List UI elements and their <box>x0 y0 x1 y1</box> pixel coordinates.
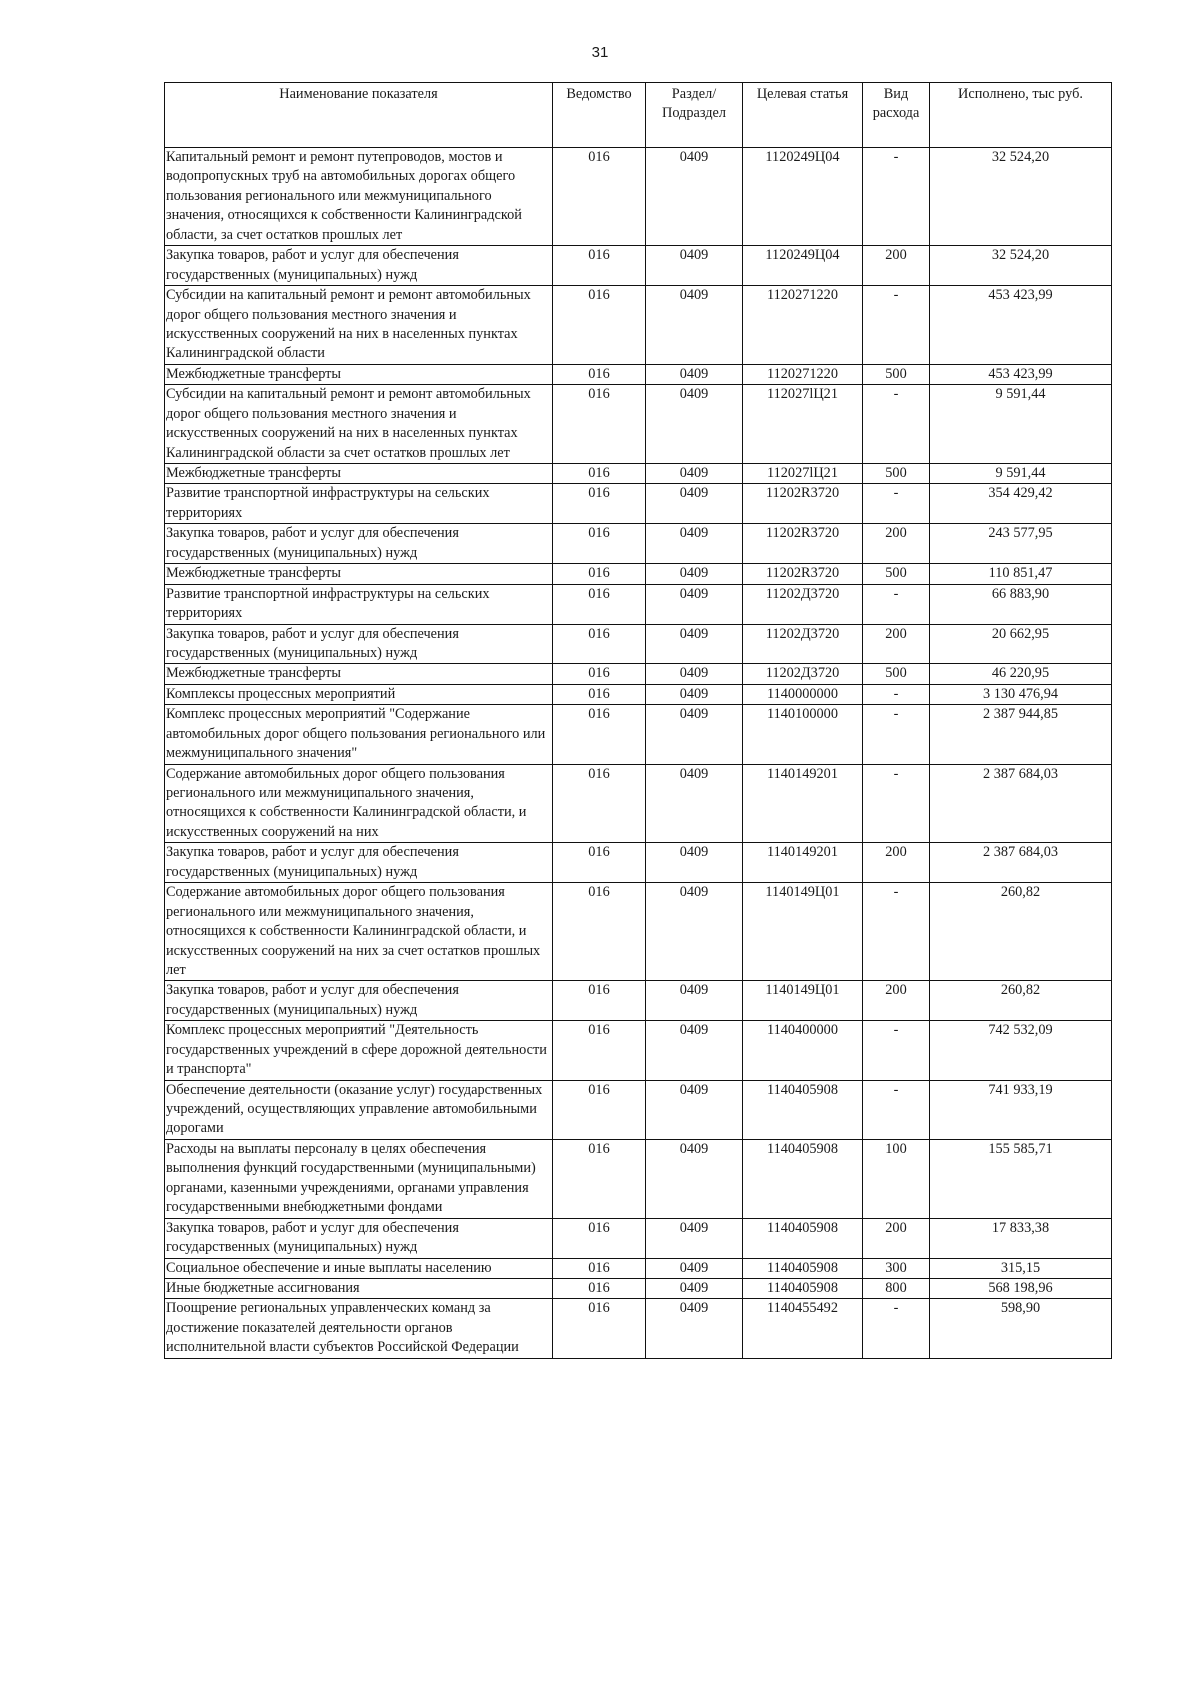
cell-department: 016 <box>553 624 646 664</box>
table-row <box>165 584 1112 624</box>
cell-section: 0409 <box>646 1299 743 1358</box>
cell-name: Развитие транспортной инфраструктуры на сельских территориях <box>165 584 553 624</box>
cell-department: 016 <box>553 1299 646 1358</box>
cell-executed: 453 423,99 <box>930 286 1112 365</box>
cell-department: 016 <box>553 843 646 883</box>
cell-section: 0409 <box>646 584 743 624</box>
cell-target-item: 1140149Ц01 <box>743 981 863 1021</box>
cell-section: 0409 <box>646 1139 743 1218</box>
cell-expense-type: - <box>863 705 930 764</box>
cell-expense-type: 200 <box>863 1218 930 1258</box>
cell-expense-type: - <box>863 1021 930 1080</box>
cell-name: Межбюджетные трансферты <box>165 664 553 684</box>
table-row <box>165 385 1112 464</box>
cell-section: 0409 <box>646 664 743 684</box>
cell-expense-type: 100 <box>863 1139 930 1218</box>
cell-expense-type: 500 <box>863 364 930 384</box>
cell-name: Межбюджетные трансферты <box>165 464 553 484</box>
cell-name: Капитальный ремонт и ремонт путепроводов, мостов и водопропускных труб на автомобильных дорогах общего пользования регионального или межмуниципального значения, относящихся к собственности Калининградской области, за счет остатков прошлых лет <box>165 148 553 246</box>
cell-section: 0409 <box>646 1278 743 1298</box>
cell-target-item: 1140100000 <box>743 705 863 764</box>
cell-target-item: 1140455492 <box>743 1299 863 1358</box>
cell-expense-type: 200 <box>863 246 930 286</box>
cell-executed: 9 591,44 <box>930 464 1112 484</box>
cell-department: 016 <box>553 684 646 704</box>
table-row <box>165 664 1112 684</box>
table-row <box>165 1080 1112 1139</box>
table-row <box>165 246 1112 286</box>
cell-department: 016 <box>553 1139 646 1218</box>
cell-department: 016 <box>553 764 646 843</box>
cell-name: Закупка товаров, работ и услуг для обеспечения государственных (муниципальных) нужд <box>165 246 553 286</box>
cell-expense-type: 500 <box>863 464 930 484</box>
table-row <box>165 843 1112 883</box>
cell-executed: 46 220,95 <box>930 664 1112 684</box>
cell-target-item: 11202Д3720 <box>743 664 863 684</box>
cell-executed: 742 532,09 <box>930 1021 1112 1080</box>
table-row <box>165 484 1112 524</box>
cell-expense-type: 500 <box>863 664 930 684</box>
cell-department: 016 <box>553 705 646 764</box>
table-row <box>165 364 1112 384</box>
cell-section: 0409 <box>646 624 743 664</box>
cell-department: 016 <box>553 883 646 981</box>
table-row <box>165 624 1112 664</box>
table-row <box>165 1258 1112 1278</box>
header-executed: Исполнено, тыс руб. <box>930 83 1112 148</box>
cell-executed: 243 577,95 <box>930 524 1112 564</box>
cell-department: 016 <box>553 246 646 286</box>
cell-section: 0409 <box>646 148 743 246</box>
cell-name: Закупка товаров, работ и услуг для обеспечения государственных (муниципальных) нужд <box>165 981 553 1021</box>
cell-executed: 315,15 <box>930 1258 1112 1278</box>
cell-target-item: 112027lЦ21 <box>743 464 863 484</box>
cell-name: Закупка товаров, работ и услуг для обеспечения государственных (муниципальных) нужд <box>165 1218 553 1258</box>
cell-department: 016 <box>553 1218 646 1258</box>
cell-department: 016 <box>553 385 646 464</box>
table-row <box>165 1299 1112 1358</box>
table-body <box>165 148 1112 1359</box>
cell-executed: 17 833,38 <box>930 1218 1112 1258</box>
table-row <box>165 148 1112 246</box>
cell-expense-type: 300 <box>863 1258 930 1278</box>
cell-department: 016 <box>553 1278 646 1298</box>
cell-target-item: 11202Д3720 <box>743 584 863 624</box>
cell-department: 016 <box>553 286 646 365</box>
cell-expense-type: 500 <box>863 564 930 584</box>
cell-section: 0409 <box>646 1080 743 1139</box>
cell-expense-type: - <box>863 1299 930 1358</box>
cell-target-item: 1120249Ц04 <box>743 246 863 286</box>
table-row <box>165 764 1112 843</box>
cell-name: Развитие транспортной инфраструктуры на сельских территориях <box>165 484 553 524</box>
cell-section: 0409 <box>646 764 743 843</box>
header-department: Ведомство <box>553 83 646 148</box>
cell-executed: 354 429,42 <box>930 484 1112 524</box>
cell-department: 016 <box>553 981 646 1021</box>
cell-section: 0409 <box>646 524 743 564</box>
cell-section: 0409 <box>646 286 743 365</box>
cell-target-item: 11202R3720 <box>743 564 863 584</box>
cell-expense-type: - <box>863 883 930 981</box>
cell-expense-type: - <box>863 1080 930 1139</box>
cell-department: 016 <box>553 148 646 246</box>
table-header <box>165 83 1112 148</box>
cell-department: 016 <box>553 484 646 524</box>
cell-expense-type: - <box>863 286 930 365</box>
table-row <box>165 705 1112 764</box>
cell-target-item: 1120249Ц04 <box>743 148 863 246</box>
cell-target-item: 1120271220 <box>743 286 863 365</box>
cell-executed: 3 130 476,94 <box>930 684 1112 704</box>
cell-section: 0409 <box>646 843 743 883</box>
cell-target-item: 1140405908 <box>743 1218 863 1258</box>
cell-target-item: 112027lЦ21 <box>743 385 863 464</box>
cell-name: Расходы на выплаты персоналу в целях обеспечения выполнения функций государственными (муниципальными) органами, казенными учреждениями, органами управления государственными внебюджетными фондами <box>165 1139 553 1218</box>
header-expense-type: Вид расхода <box>863 83 930 148</box>
cell-section: 0409 <box>646 364 743 384</box>
cell-executed: 66 883,90 <box>930 584 1112 624</box>
cell-expense-type: - <box>863 385 930 464</box>
header-target-item: Целевая статья <box>743 83 863 148</box>
cell-name: Комплекс процессных мероприятий "Деятельность государственных учреждений в сфере дорожной деятельности и транспорта" <box>165 1021 553 1080</box>
cell-target-item: 1120271220 <box>743 364 863 384</box>
cell-name: Межбюджетные трансферты <box>165 364 553 384</box>
table-row <box>165 524 1112 564</box>
cell-target-item: 1140405908 <box>743 1080 863 1139</box>
cell-section: 0409 <box>646 484 743 524</box>
cell-section: 0409 <box>646 564 743 584</box>
cell-executed: 2 387 684,03 <box>930 764 1112 843</box>
cell-target-item: 11202Д3720 <box>743 624 863 664</box>
cell-section: 0409 <box>646 981 743 1021</box>
cell-expense-type: - <box>863 684 930 704</box>
table-row <box>165 684 1112 704</box>
header-section: Раздел/ Подраздел <box>646 83 743 148</box>
cell-department: 016 <box>553 464 646 484</box>
cell-name: Социальное обеспечение и иные выплаты населению <box>165 1258 553 1278</box>
cell-executed: 2 387 944,85 <box>930 705 1112 764</box>
cell-section: 0409 <box>646 684 743 704</box>
cell-expense-type: 800 <box>863 1278 930 1298</box>
cell-section: 0409 <box>646 385 743 464</box>
table-row <box>165 1218 1112 1258</box>
cell-target-item: 1140149201 <box>743 843 863 883</box>
cell-section: 0409 <box>646 1021 743 1080</box>
cell-expense-type: 200 <box>863 524 930 564</box>
cell-department: 016 <box>553 664 646 684</box>
cell-expense-type: - <box>863 484 930 524</box>
cell-target-item: 11202R3720 <box>743 484 863 524</box>
cell-name: Субсидии на капитальный ремонт и ремонт автомобильных дорог общего пользования местного значения и искусственных сооружений на них в населенных пунктах Калининградской области за счет остатков прошлых лет <box>165 385 553 464</box>
cell-name: Межбюджетные трансферты <box>165 564 553 584</box>
cell-expense-type: - <box>863 148 930 246</box>
cell-name: Закупка товаров, работ и услуг для обеспечения государственных (муниципальных) нужд <box>165 524 553 564</box>
cell-department: 016 <box>553 1021 646 1080</box>
cell-target-item: 1140000000 <box>743 684 863 704</box>
cell-expense-type: - <box>863 584 930 624</box>
cell-section: 0409 <box>646 705 743 764</box>
cell-name: Содержание автомобильных дорог общего пользования регионального или межмуниципального значения, относящихся к собственности Калининградской области, и искусственных сооружений на них <box>165 764 553 843</box>
table-row <box>165 286 1112 365</box>
header-row <box>165 83 1112 148</box>
cell-executed: 20 662,95 <box>930 624 1112 664</box>
table-row <box>165 1139 1112 1218</box>
cell-department: 016 <box>553 1080 646 1139</box>
cell-executed: 260,82 <box>930 981 1112 1021</box>
header-name: Наименование показателя <box>165 83 553 148</box>
cell-expense-type: - <box>863 764 930 843</box>
table-row <box>165 564 1112 584</box>
cell-executed: 32 524,20 <box>930 246 1112 286</box>
cell-executed: 741 933,19 <box>930 1080 1112 1139</box>
cell-executed: 110 851,47 <box>930 564 1112 584</box>
cell-expense-type: 200 <box>863 981 930 1021</box>
cell-section: 0409 <box>646 883 743 981</box>
cell-name: Обеспечение деятельности (оказание услуг) государственных учреждений, осуществляющих управление автомобильными дорогами <box>165 1080 553 1139</box>
cell-target-item: 1140149Ц01 <box>743 883 863 981</box>
cell-executed: 155 585,71 <box>930 1139 1112 1218</box>
cell-executed: 260,82 <box>930 883 1112 981</box>
cell-name: Субсидии на капитальный ремонт и ремонт автомобильных дорог общего пользования местного значения и искусственных сооружений на них в населенных пунктах Калининградской области <box>165 286 553 365</box>
cell-section: 0409 <box>646 1218 743 1258</box>
budget-table <box>164 82 1112 1359</box>
cell-name: Содержание автомобильных дорог общего пользования регионального или межмуниципального значения, относящихся к собственности Калининградской области, и искусственных сооружений на них за счет остатков прошлых лет <box>165 883 553 981</box>
table-row <box>165 464 1112 484</box>
cell-department: 016 <box>553 584 646 624</box>
cell-name: Закупка товаров, работ и услуг для обеспечения государственных (муниципальных) нужд <box>165 624 553 664</box>
cell-expense-type: 200 <box>863 843 930 883</box>
cell-name: Поощрение региональных управленческих команд за достижение показателей деятельности органов исполнительной власти субъектов Российской Федерации <box>165 1299 553 1358</box>
cell-executed: 32 524,20 <box>930 148 1112 246</box>
cell-executed: 9 591,44 <box>930 385 1112 464</box>
cell-name: Иные бюджетные ассигнования <box>165 1278 553 1298</box>
cell-executed: 598,90 <box>930 1299 1112 1358</box>
cell-department: 016 <box>553 364 646 384</box>
table-row <box>165 883 1112 981</box>
cell-target-item: 1140405908 <box>743 1258 863 1278</box>
cell-name: Комплексы процессных мероприятий <box>165 684 553 704</box>
cell-name: Закупка товаров, работ и услуг для обеспечения государственных (муниципальных) нужд <box>165 843 553 883</box>
cell-section: 0409 <box>646 246 743 286</box>
cell-target-item: 11202R3720 <box>743 524 863 564</box>
cell-expense-type: 200 <box>863 624 930 664</box>
cell-target-item: 1140400000 <box>743 1021 863 1080</box>
cell-executed: 2 387 684,03 <box>930 843 1112 883</box>
table-row <box>165 981 1112 1021</box>
cell-department: 016 <box>553 524 646 564</box>
cell-target-item: 1140405908 <box>743 1278 863 1298</box>
cell-department: 016 <box>553 564 646 584</box>
cell-executed: 568 198,96 <box>930 1278 1112 1298</box>
cell-name: Комплекс процессных мероприятий "Содержание автомобильных дорог общего пользования регионального или межмуниципального значения" <box>165 705 553 764</box>
cell-target-item: 1140149201 <box>743 764 863 843</box>
page-number: 31 <box>591 44 609 61</box>
table-row <box>165 1278 1112 1298</box>
cell-executed: 453 423,99 <box>930 364 1112 384</box>
table-row <box>165 1021 1112 1080</box>
cell-section: 0409 <box>646 464 743 484</box>
cell-section: 0409 <box>646 1258 743 1278</box>
cell-target-item: 1140405908 <box>743 1139 863 1218</box>
cell-department: 016 <box>553 1258 646 1278</box>
